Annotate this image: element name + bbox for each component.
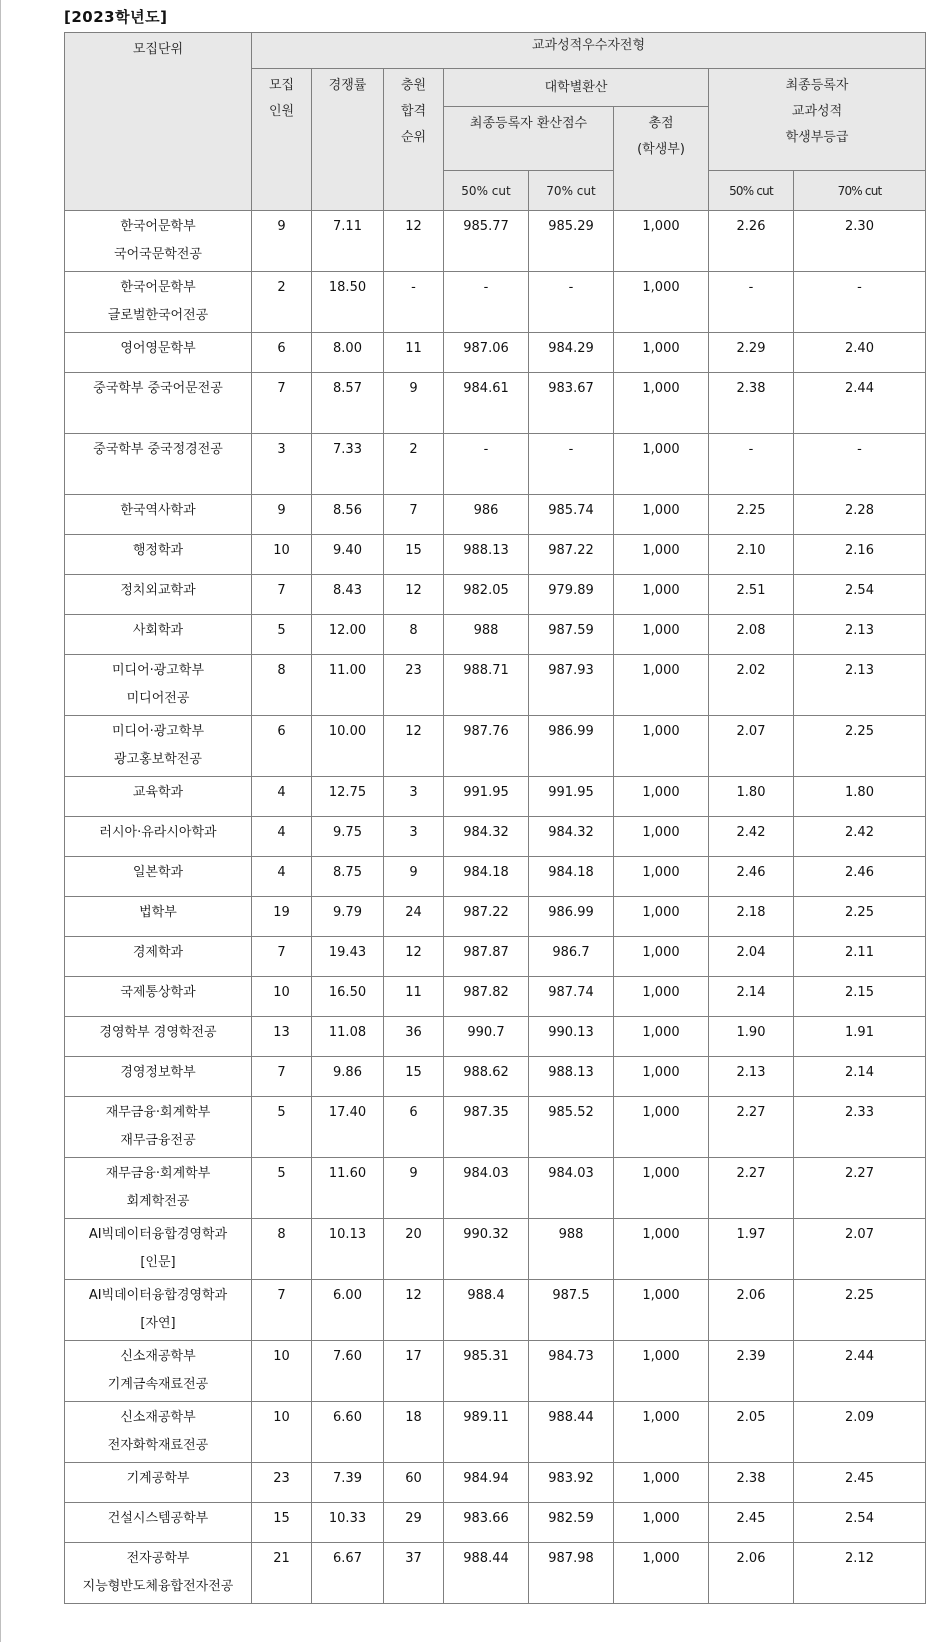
- cut70-cell: 988: [529, 1219, 614, 1280]
- waitlist-cell: -: [384, 272, 444, 333]
- waitlist-cell: 12: [384, 716, 444, 777]
- grade-cut50-cell: 2.27: [709, 1158, 794, 1219]
- waitlist-cell: 15: [384, 1057, 444, 1097]
- grade-cut70-cell: 2.45: [794, 1463, 926, 1503]
- waitlist-cell: 12: [384, 211, 444, 272]
- waitlist-cell: 12: [384, 1280, 444, 1341]
- competition-cell: 10.33: [312, 1503, 384, 1543]
- competition-cell: 9.86: [312, 1057, 384, 1097]
- cut50-cell: 983.66: [444, 1503, 529, 1543]
- competition-cell: 18.50: [312, 272, 384, 333]
- waitlist-cell: 3: [384, 777, 444, 817]
- competition-cell: 9.40: [312, 535, 384, 575]
- grade-cut50-cell: -: [709, 434, 794, 495]
- grade-cut70-cell: 1.80: [794, 777, 926, 817]
- cut50-cell: 987.06: [444, 333, 529, 373]
- table-row: [65, 1341, 926, 1402]
- cut70-cell: 983.67: [529, 373, 614, 434]
- grade-cut70-cell: 2.40: [794, 333, 926, 373]
- total-cell: 1,000: [614, 857, 709, 897]
- unit-name: 영어영문학부: [65, 333, 252, 373]
- grade-cut70-cell: 2.25: [794, 716, 926, 777]
- competition-cell: 16.50: [312, 977, 384, 1017]
- waitlist-cell: 60: [384, 1463, 444, 1503]
- grade-cut50-cell: 2.02: [709, 655, 794, 716]
- unit-name: 중국학부 중국정경전공: [65, 434, 252, 495]
- total-cell: 1,000: [614, 575, 709, 615]
- total-cell: 1,000: [614, 1280, 709, 1341]
- cut50-cell: 984.03: [444, 1158, 529, 1219]
- quota-cell: 8: [252, 1219, 312, 1280]
- cut70-cell: 982.59: [529, 1503, 614, 1543]
- unit-name: 신소재공학부 기계금속재료전공: [65, 1341, 252, 1402]
- total-cell: 1,000: [614, 333, 709, 373]
- table-row: [65, 333, 926, 373]
- grade-cut50-cell: 1.90: [709, 1017, 794, 1057]
- cut50-cell: 985.77: [444, 211, 529, 272]
- unit-name: 재무금융·회계학부 회계학전공: [65, 1158, 252, 1219]
- table-row: [65, 777, 926, 817]
- header-total: 총점 (학생부): [614, 107, 709, 211]
- grade-cut50-cell: 2.18: [709, 897, 794, 937]
- grade-cut70-cell: 2.33: [794, 1097, 926, 1158]
- total-cell: 1,000: [614, 1219, 709, 1280]
- waitlist-cell: 24: [384, 897, 444, 937]
- unit-name: 일본학과: [65, 857, 252, 897]
- quota-cell: 15: [252, 1503, 312, 1543]
- table-row: [65, 1219, 926, 1280]
- quota-cell: 5: [252, 1158, 312, 1219]
- cut50-cell: -: [444, 434, 529, 495]
- grade-cut70-cell: 2.15: [794, 977, 926, 1017]
- quota-cell: 9: [252, 211, 312, 272]
- cut70-cell: 983.92: [529, 1463, 614, 1503]
- quota-cell: 21: [252, 1543, 312, 1604]
- grade-cut70-cell: 2.13: [794, 655, 926, 716]
- grade-cut70-cell: 2.54: [794, 1503, 926, 1543]
- waitlist-cell: 36: [384, 1017, 444, 1057]
- quota-cell: 9: [252, 495, 312, 535]
- total-cell: 1,000: [614, 1057, 709, 1097]
- header-grade-cut70: 70% cut: [794, 171, 926, 211]
- total-cell: 1,000: [614, 535, 709, 575]
- table-row: [65, 1543, 926, 1604]
- table-row: [65, 211, 926, 272]
- table-row: [65, 272, 926, 333]
- grade-cut50-cell: 2.06: [709, 1280, 794, 1341]
- quota-cell: 2: [252, 272, 312, 333]
- grade-cut70-cell: 2.14: [794, 1057, 926, 1097]
- total-cell: 1,000: [614, 211, 709, 272]
- unit-name: 경영정보학부: [65, 1057, 252, 1097]
- grade-cut50-cell: 2.07: [709, 716, 794, 777]
- waitlist-cell: 12: [384, 937, 444, 977]
- competition-cell: 7.39: [312, 1463, 384, 1503]
- grade-cut50-cell: 2.06: [709, 1543, 794, 1604]
- cut70-cell: 986.99: [529, 897, 614, 937]
- cut50-cell: 988.4: [444, 1280, 529, 1341]
- competition-cell: 8.75: [312, 857, 384, 897]
- quota-cell: 4: [252, 817, 312, 857]
- competition-cell: 8.43: [312, 575, 384, 615]
- grade-cut50-cell: 2.08: [709, 615, 794, 655]
- competition-cell: 17.40: [312, 1097, 384, 1158]
- cut50-cell: 984.61: [444, 373, 529, 434]
- table-row: [65, 1463, 926, 1503]
- waitlist-cell: 9: [384, 373, 444, 434]
- quota-cell: 5: [252, 1097, 312, 1158]
- grade-cut50-cell: 2.04: [709, 937, 794, 977]
- grade-cut70-cell: 2.07: [794, 1219, 926, 1280]
- table-row: [65, 434, 926, 495]
- grade-cut70-cell: -: [794, 272, 926, 333]
- competition-cell: 7.60: [312, 1341, 384, 1402]
- table-row: [65, 1097, 926, 1158]
- total-cell: 1,000: [614, 817, 709, 857]
- grade-cut50-cell: 2.13: [709, 1057, 794, 1097]
- competition-cell: 11.08: [312, 1017, 384, 1057]
- quota-cell: 7: [252, 1280, 312, 1341]
- unit-name: 기계공학부: [65, 1463, 252, 1503]
- quota-cell: 8: [252, 655, 312, 716]
- cut50-cell: 987.76: [444, 716, 529, 777]
- grade-cut50-cell: 2.38: [709, 1463, 794, 1503]
- grade-cut70-cell: 2.28: [794, 495, 926, 535]
- grade-cut70-cell: 2.42: [794, 817, 926, 857]
- table-row: [65, 535, 926, 575]
- competition-cell: 8.56: [312, 495, 384, 535]
- quota-cell: 5: [252, 615, 312, 655]
- grade-cut50-cell: 2.05: [709, 1402, 794, 1463]
- quota-cell: 6: [252, 716, 312, 777]
- cut50-cell: 987.87: [444, 937, 529, 977]
- total-cell: 1,000: [614, 615, 709, 655]
- cut70-cell: 984.03: [529, 1158, 614, 1219]
- table-row: [65, 1280, 926, 1341]
- unit-name: 교육학과: [65, 777, 252, 817]
- cut70-cell: 990.13: [529, 1017, 614, 1057]
- table-row: [65, 1057, 926, 1097]
- waitlist-cell: 18: [384, 1402, 444, 1463]
- grade-cut50-cell: 2.45: [709, 1503, 794, 1543]
- quota-cell: 7: [252, 373, 312, 434]
- unit-name: 한국어문학부 국어국문학전공: [65, 211, 252, 272]
- waitlist-cell: 9: [384, 857, 444, 897]
- grade-cut70-cell: 2.09: [794, 1402, 926, 1463]
- header-quota: 모집 인원: [252, 69, 312, 211]
- grade-cut70-cell: 2.25: [794, 1280, 926, 1341]
- table-row: [65, 655, 926, 716]
- waitlist-cell: 17: [384, 1341, 444, 1402]
- grade-cut70-cell: 2.27: [794, 1158, 926, 1219]
- total-cell: 1,000: [614, 655, 709, 716]
- competition-cell: 12.75: [312, 777, 384, 817]
- cut70-cell: 988.44: [529, 1402, 614, 1463]
- unit-name: AI빅데이터융합경영학과 [인문]: [65, 1219, 252, 1280]
- cut70-cell: 987.98: [529, 1543, 614, 1604]
- grade-cut50-cell: 2.10: [709, 535, 794, 575]
- grade-cut70-cell: 2.16: [794, 535, 926, 575]
- total-cell: 1,000: [614, 1402, 709, 1463]
- table-row: [65, 575, 926, 615]
- table-row: [65, 817, 926, 857]
- grade-cut50-cell: 2.14: [709, 977, 794, 1017]
- unit-name: 사회학과: [65, 615, 252, 655]
- competition-cell: 19.43: [312, 937, 384, 977]
- unit-name: 신소재공학부 전자화학재료전공: [65, 1402, 252, 1463]
- cut50-cell: 989.11: [444, 1402, 529, 1463]
- cut70-cell: -: [529, 434, 614, 495]
- quota-cell: 7: [252, 1057, 312, 1097]
- grade-cut50-cell: 2.51: [709, 575, 794, 615]
- waitlist-cell: 20: [384, 1219, 444, 1280]
- cut50-cell: 988: [444, 615, 529, 655]
- total-cell: 1,000: [614, 1158, 709, 1219]
- cut70-cell: 986.99: [529, 716, 614, 777]
- waitlist-cell: 15: [384, 535, 444, 575]
- cut70-cell: 985.29: [529, 211, 614, 272]
- unit-name: 법학부: [65, 897, 252, 937]
- header-unit: 모집단위: [65, 33, 252, 211]
- unit-name: 행정학과: [65, 535, 252, 575]
- unit-name: 경영학부 경영학전공: [65, 1017, 252, 1057]
- cut70-cell: -: [529, 272, 614, 333]
- competition-cell: 12.00: [312, 615, 384, 655]
- quota-cell: 3: [252, 434, 312, 495]
- total-cell: 1,000: [614, 495, 709, 535]
- cut50-cell: 987.35: [444, 1097, 529, 1158]
- table-row: [65, 1017, 926, 1057]
- header-competition: 경쟁률: [312, 69, 384, 211]
- cut50-cell: 984.94: [444, 1463, 529, 1503]
- header-grade-cut50: 50% cut: [709, 171, 794, 211]
- cut70-cell: 987.22: [529, 535, 614, 575]
- total-cell: 1,000: [614, 897, 709, 937]
- cut50-cell: 982.05: [444, 575, 529, 615]
- cut50-cell: 986: [444, 495, 529, 535]
- waitlist-cell: 37: [384, 1543, 444, 1604]
- cut50-cell: 987.82: [444, 977, 529, 1017]
- waitlist-cell: 6: [384, 1097, 444, 1158]
- unit-name: 한국어문학부 글로벌한국어전공: [65, 272, 252, 333]
- unit-name: 러시아·유라시아학과: [65, 817, 252, 857]
- competition-cell: 6.60: [312, 1402, 384, 1463]
- total-cell: 1,000: [614, 1341, 709, 1402]
- cut70-cell: 984.29: [529, 333, 614, 373]
- unit-name: AI빅데이터융합경영학과 [자연]: [65, 1280, 252, 1341]
- grade-cut50-cell: 2.39: [709, 1341, 794, 1402]
- total-cell: 1,000: [614, 1543, 709, 1604]
- grade-cut70-cell: 1.91: [794, 1017, 926, 1057]
- grade-cut70-cell: 2.12: [794, 1543, 926, 1604]
- grade-cut50-cell: -: [709, 272, 794, 333]
- total-cell: 1,000: [614, 937, 709, 977]
- quota-cell: 10: [252, 1341, 312, 1402]
- header-univ-conversion: 대학별환산: [444, 69, 709, 107]
- quota-cell: 4: [252, 777, 312, 817]
- admissions-table: [64, 32, 926, 1604]
- unit-name: 경제학과: [65, 937, 252, 977]
- table-row: [65, 495, 926, 535]
- unit-name: 중국학부 중국어문전공: [65, 373, 252, 434]
- quota-cell: 7: [252, 937, 312, 977]
- competition-cell: 11.60: [312, 1158, 384, 1219]
- waitlist-cell: 23: [384, 655, 444, 716]
- header-final-grade: 최종등록자 교과성적 학생부등급: [709, 69, 926, 171]
- unit-name: 미디어·광고학부 광고홍보학전공: [65, 716, 252, 777]
- unit-name: 미디어·광고학부 미디어전공: [65, 655, 252, 716]
- cut70-cell: 984.73: [529, 1341, 614, 1402]
- competition-cell: 6.00: [312, 1280, 384, 1341]
- waitlist-cell: 7: [384, 495, 444, 535]
- grade-cut70-cell: 2.44: [794, 1341, 926, 1402]
- waitlist-cell: 29: [384, 1503, 444, 1543]
- unit-name: 국제통상학과: [65, 977, 252, 1017]
- total-cell: 1,000: [614, 272, 709, 333]
- table-row: [65, 1158, 926, 1219]
- cut50-cell: 990.7: [444, 1017, 529, 1057]
- grade-cut70-cell: 2.46: [794, 857, 926, 897]
- competition-cell: 8.57: [312, 373, 384, 434]
- waitlist-cell: 12: [384, 575, 444, 615]
- unit-name: 한국역사학과: [65, 495, 252, 535]
- grade-cut50-cell: 2.26: [709, 211, 794, 272]
- cut70-cell: 984.18: [529, 857, 614, 897]
- grade-cut70-cell: 2.11: [794, 937, 926, 977]
- grade-cut70-cell: 2.30: [794, 211, 926, 272]
- total-cell: 1,000: [614, 434, 709, 495]
- cut50-cell: 985.31: [444, 1341, 529, 1402]
- cut70-cell: 984.32: [529, 817, 614, 857]
- grade-cut50-cell: 2.27: [709, 1097, 794, 1158]
- waitlist-cell: 8: [384, 615, 444, 655]
- cut50-cell: 991.95: [444, 777, 529, 817]
- quota-cell: 6: [252, 333, 312, 373]
- grade-cut70-cell: -: [794, 434, 926, 495]
- header-final-converted: 최종등록자 환산점수: [444, 107, 614, 171]
- cut70-cell: 987.5: [529, 1280, 614, 1341]
- quota-cell: 10: [252, 535, 312, 575]
- grade-cut50-cell: 1.97: [709, 1219, 794, 1280]
- quota-cell: 23: [252, 1463, 312, 1503]
- header-cut50: 50% cut: [444, 171, 529, 211]
- total-cell: 1,000: [614, 977, 709, 1017]
- total-cell: 1,000: [614, 716, 709, 777]
- cut70-cell: 988.13: [529, 1057, 614, 1097]
- cut50-cell: 988.13: [444, 535, 529, 575]
- table-row: [65, 1402, 926, 1463]
- competition-cell: 10.00: [312, 716, 384, 777]
- grade-cut50-cell: 2.42: [709, 817, 794, 857]
- grade-cut50-cell: 2.29: [709, 333, 794, 373]
- table-row: [65, 615, 926, 655]
- total-cell: 1,000: [614, 777, 709, 817]
- competition-cell: 11.00: [312, 655, 384, 716]
- waitlist-cell: 3: [384, 817, 444, 857]
- quota-cell: 10: [252, 1402, 312, 1463]
- total-cell: 1,000: [614, 1503, 709, 1543]
- cut70-cell: 987.93: [529, 655, 614, 716]
- competition-cell: 8.00: [312, 333, 384, 373]
- cut70-cell: 979.89: [529, 575, 614, 615]
- grade-cut70-cell: 2.25: [794, 897, 926, 937]
- header-cut70: 70% cut: [529, 171, 614, 211]
- table-row: [65, 897, 926, 937]
- quota-cell: 7: [252, 575, 312, 615]
- competition-cell: 10.13: [312, 1219, 384, 1280]
- grade-cut50-cell: 2.38: [709, 373, 794, 434]
- quota-cell: 10: [252, 977, 312, 1017]
- competition-cell: 9.75: [312, 817, 384, 857]
- cut70-cell: 991.95: [529, 777, 614, 817]
- table-row: [65, 1503, 926, 1543]
- cut50-cell: 990.32: [444, 1219, 529, 1280]
- quota-cell: 13: [252, 1017, 312, 1057]
- table-row: [65, 937, 926, 977]
- grade-cut50-cell: 2.25: [709, 495, 794, 535]
- total-cell: 1,000: [614, 1463, 709, 1503]
- cut50-cell: 984.18: [444, 857, 529, 897]
- header-waitlist: 충원 합격 순위: [384, 69, 444, 211]
- total-cell: 1,000: [614, 1017, 709, 1057]
- table-row: [65, 977, 926, 1017]
- grade-cut70-cell: 2.54: [794, 575, 926, 615]
- cut50-cell: -: [444, 272, 529, 333]
- quota-cell: 19: [252, 897, 312, 937]
- waitlist-cell: 9: [384, 1158, 444, 1219]
- competition-cell: 9.79: [312, 897, 384, 937]
- table-body: [65, 211, 926, 1604]
- waitlist-cell: 11: [384, 977, 444, 1017]
- cut50-cell: 988.71: [444, 655, 529, 716]
- competition-cell: 7.11: [312, 211, 384, 272]
- grade-cut70-cell: 2.44: [794, 373, 926, 434]
- waitlist-cell: 2: [384, 434, 444, 495]
- cut50-cell: 984.32: [444, 817, 529, 857]
- waitlist-cell: 11: [384, 333, 444, 373]
- page-title: [2023학년도]: [64, 8, 168, 26]
- competition-cell: 7.33: [312, 434, 384, 495]
- total-cell: 1,000: [614, 373, 709, 434]
- table-row: [65, 857, 926, 897]
- total-cell: 1,000: [614, 1097, 709, 1158]
- cut50-cell: 987.22: [444, 897, 529, 937]
- unit-name: 정치외교학과: [65, 575, 252, 615]
- quota-cell: 4: [252, 857, 312, 897]
- table-row: [65, 373, 926, 434]
- competition-cell: 6.67: [312, 1543, 384, 1604]
- grade-cut50-cell: 2.46: [709, 857, 794, 897]
- unit-name: 전자공학부 지능형반도체융합전자전공: [65, 1543, 252, 1604]
- cut70-cell: 987.74: [529, 977, 614, 1017]
- cut70-cell: 985.52: [529, 1097, 614, 1158]
- cut50-cell: 988.44: [444, 1543, 529, 1604]
- header-track: 교과성적우수자전형: [252, 33, 926, 69]
- grade-cut70-cell: 2.13: [794, 615, 926, 655]
- unit-name: 재무금융·회계학부 재무금융전공: [65, 1097, 252, 1158]
- cut70-cell: 987.59: [529, 615, 614, 655]
- table-row: [65, 716, 926, 777]
- cut50-cell: 988.62: [444, 1057, 529, 1097]
- cut70-cell: 986.7: [529, 937, 614, 977]
- unit-name: 건설시스템공학부: [65, 1503, 252, 1543]
- grade-cut50-cell: 1.80: [709, 777, 794, 817]
- cut70-cell: 985.74: [529, 495, 614, 535]
